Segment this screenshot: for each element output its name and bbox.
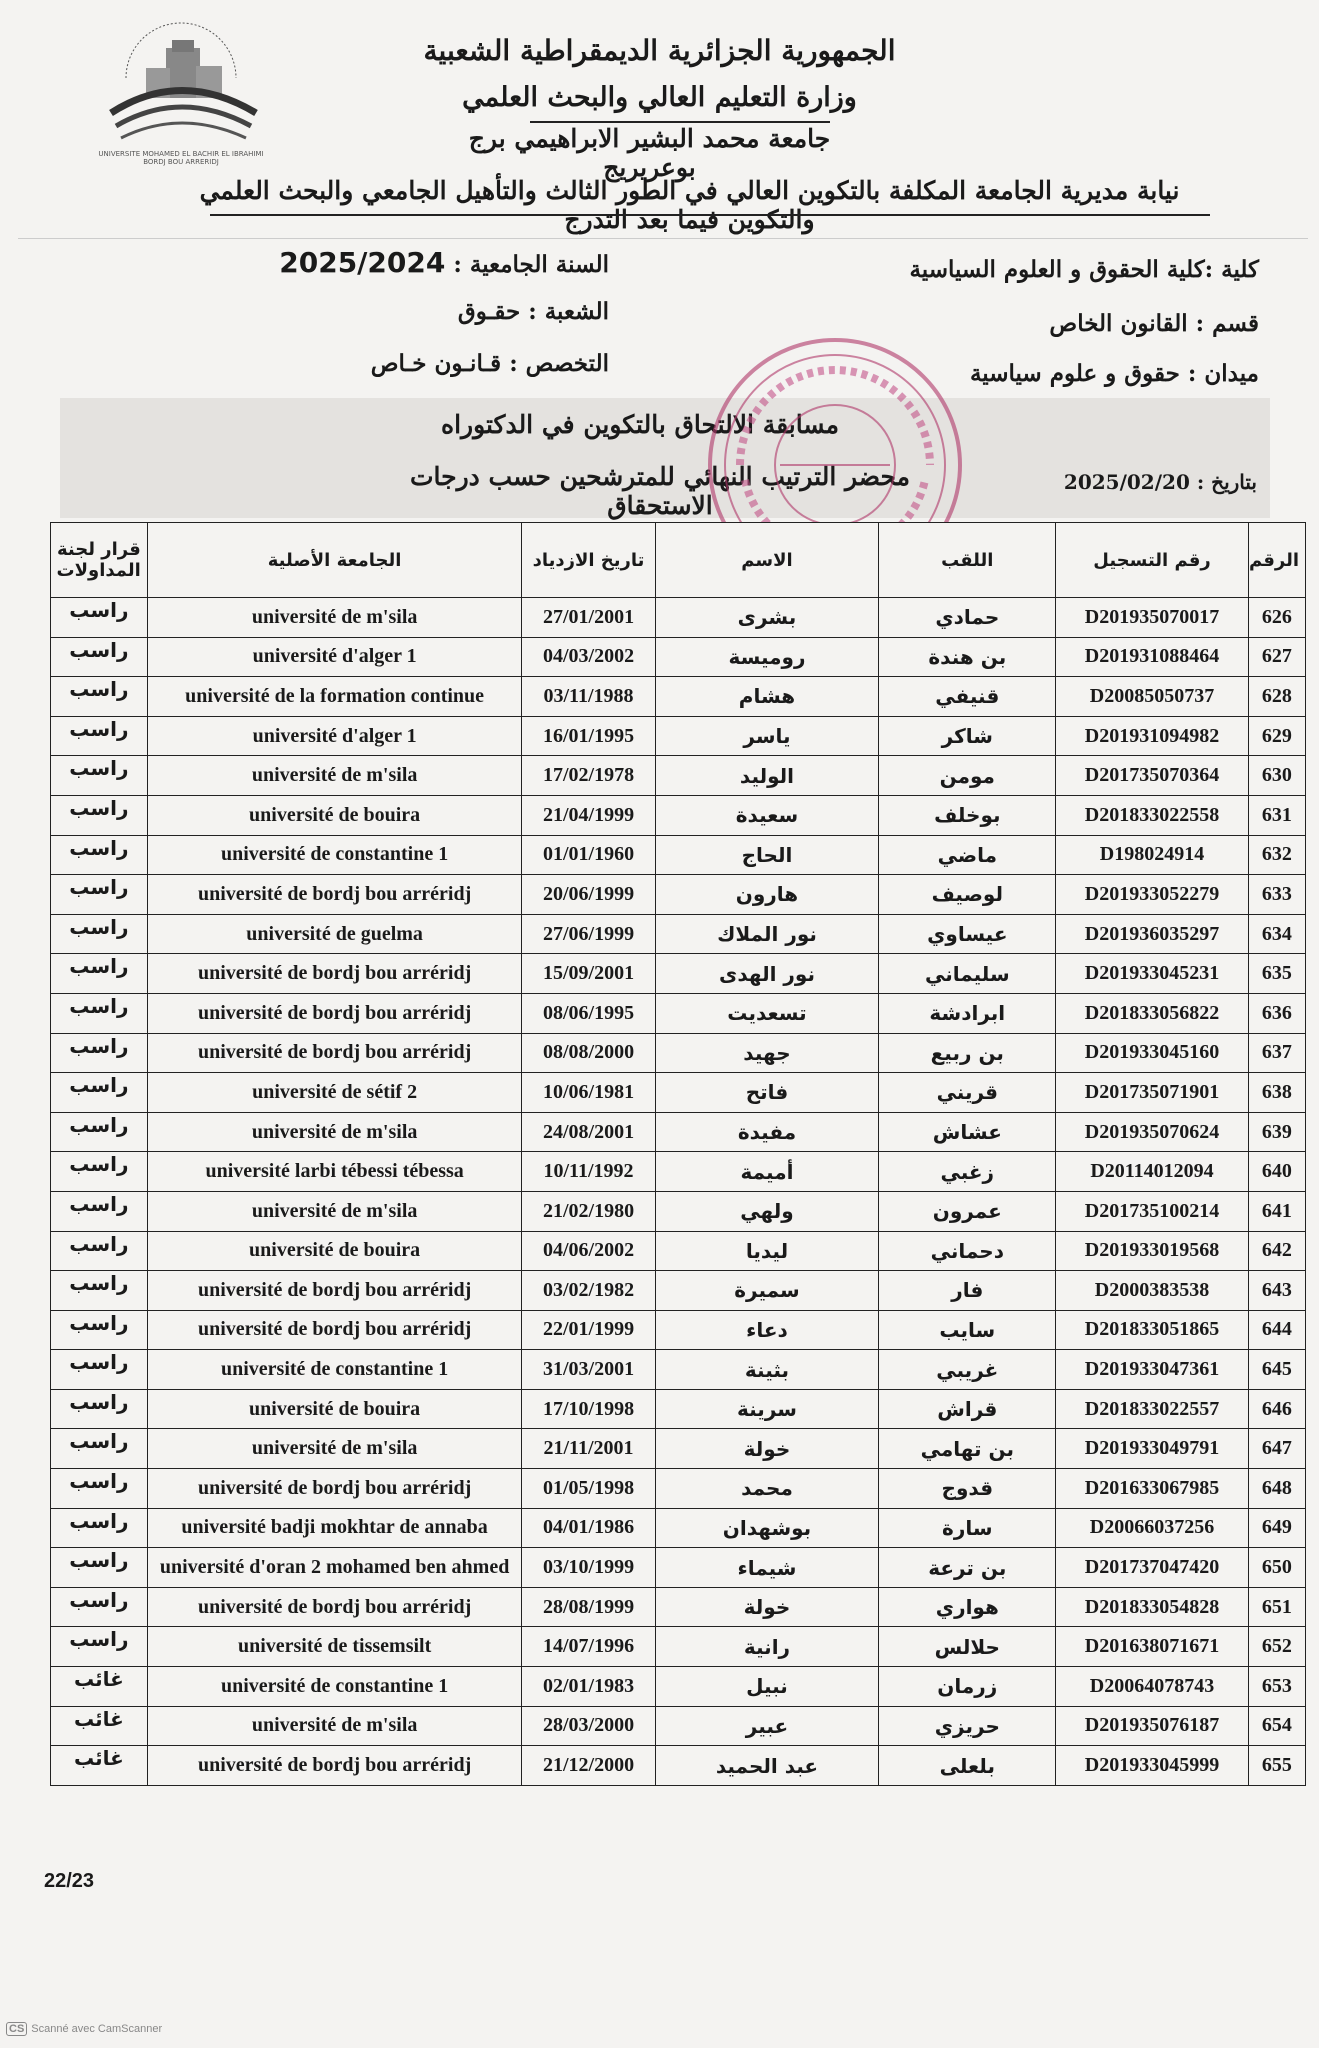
- table-row: [51, 1152, 1306, 1192]
- cell-num: 632: [1248, 835, 1305, 875]
- table-row: [51, 677, 1306, 717]
- cell-university: université de bordj bou arréridj: [147, 1033, 522, 1073]
- cell-first-name: بوشهدان: [655, 1508, 879, 1548]
- cell-first-name: شيماء: [655, 1548, 879, 1588]
- cell-last-name: بلعلى: [879, 1746, 1056, 1786]
- cell-last-name: مومن: [879, 756, 1056, 796]
- cell-last-name: زغبي: [879, 1152, 1056, 1192]
- cell-birth-date: 21/04/1999: [522, 795, 655, 835]
- header-birth-date: تاريخ الازدياد: [522, 523, 655, 598]
- cell-registration: D201833022558: [1056, 795, 1249, 835]
- cell-university: université de la formation continue: [147, 677, 522, 717]
- cell-university: université de sétif 2: [147, 1073, 522, 1113]
- document-date: بتاريخ : 2025/02/20: [1063, 470, 1257, 494]
- cell-first-name: رانية: [655, 1627, 879, 1667]
- cell-registration: D201737047420: [1056, 1548, 1249, 1588]
- cell-decision: راسب: [51, 1271, 148, 1311]
- cell-first-name: سعيدة: [655, 795, 879, 835]
- academic-year: [279, 246, 609, 279]
- cell-birth-date: 14/07/1996: [522, 1627, 655, 1667]
- cell-last-name: بن ترعة: [879, 1548, 1056, 1588]
- cell-decision: راسب: [51, 795, 148, 835]
- cell-birth-date: 10/11/1992: [522, 1152, 655, 1192]
- cell-registration: D198024914: [1056, 835, 1249, 875]
- table-row: [51, 1746, 1306, 1786]
- results-table: [50, 522, 1306, 1786]
- table-row: [51, 954, 1306, 994]
- cell-university: université de m'sila: [147, 1191, 522, 1231]
- table-row: [51, 1508, 1306, 1548]
- cell-first-name: فاتح: [655, 1073, 879, 1113]
- cell-birth-date: 03/10/1999: [522, 1548, 655, 1588]
- cell-last-name: عيساوي: [879, 914, 1056, 954]
- cell-num: 633: [1248, 875, 1305, 915]
- ministry-underline: [530, 121, 830, 123]
- ranking-title: محضر الترتيب النهائي للمترشحين حسب درجات الاستحقاق: [410, 462, 910, 520]
- cell-registration: D201935070624: [1056, 1112, 1249, 1152]
- cell-birth-date: 03/02/1982: [522, 1271, 655, 1311]
- academic-year-label: السنة الجامعية :: [453, 251, 609, 278]
- cell-university: université de bordj bou arréridj: [147, 875, 522, 915]
- cell-num: 639: [1248, 1112, 1305, 1152]
- cell-decision: راسب: [51, 1350, 148, 1390]
- cell-decision: غائب: [51, 1706, 148, 1746]
- cell-registration: D201935076187: [1056, 1706, 1249, 1746]
- cell-decision: راسب: [51, 677, 148, 717]
- table-row: [51, 598, 1306, 638]
- cell-first-name: هارون: [655, 875, 879, 915]
- cell-birth-date: 27/06/1999: [522, 914, 655, 954]
- table-row: [51, 795, 1306, 835]
- cell-first-name: روميسة: [655, 637, 879, 677]
- cell-num: 636: [1248, 993, 1305, 1033]
- table-row: [51, 1587, 1306, 1627]
- cell-first-name: خولة: [655, 1429, 879, 1469]
- cell-decision: راسب: [51, 1548, 148, 1588]
- scanner-watermark: [6, 2022, 162, 2036]
- cell-num: 631: [1248, 795, 1305, 835]
- header-registration: رقم التسجيل: [1056, 523, 1249, 598]
- cell-university: université de bordj bou arréridj: [147, 1746, 522, 1786]
- cell-first-name: عبد الحميد: [655, 1746, 879, 1786]
- cell-birth-date: 08/06/1995: [522, 993, 655, 1033]
- cell-first-name: سرينة: [655, 1389, 879, 1429]
- cell-decision: راسب: [51, 1429, 148, 1469]
- cell-num: 626: [1248, 598, 1305, 638]
- cell-num: 630: [1248, 756, 1305, 796]
- cell-decision: راسب: [51, 1508, 148, 1548]
- cell-registration: D201833054828: [1056, 1587, 1249, 1627]
- cell-decision: راسب: [51, 1033, 148, 1073]
- cell-last-name: زرمان: [879, 1667, 1056, 1707]
- cell-first-name: الحاج: [655, 835, 879, 875]
- cell-birth-date: 28/08/1999: [522, 1587, 655, 1627]
- cell-registration: D201735071901: [1056, 1073, 1249, 1113]
- cell-decision: راسب: [51, 756, 148, 796]
- cell-last-name: سليماني: [879, 954, 1056, 994]
- table-row: [51, 637, 1306, 677]
- cell-birth-date: 24/08/2001: [522, 1112, 655, 1152]
- cell-registration: D201638071671: [1056, 1627, 1249, 1667]
- cell-decision: راسب: [51, 914, 148, 954]
- cell-university: université de m'sila: [147, 756, 522, 796]
- cell-last-name: سايب: [879, 1310, 1056, 1350]
- cell-registration: D201633067985: [1056, 1469, 1249, 1509]
- cell-registration: D20066037256: [1056, 1508, 1249, 1548]
- cell-num: 628: [1248, 677, 1305, 717]
- branch-label: الشعبة : حقـوق: [457, 298, 609, 325]
- cell-birth-date: 01/01/1960: [522, 835, 655, 875]
- cell-num: 653: [1248, 1667, 1305, 1707]
- cell-first-name: جهيد: [655, 1033, 879, 1073]
- cell-registration: D201833022557: [1056, 1389, 1249, 1429]
- cell-last-name: قريني: [879, 1073, 1056, 1113]
- cell-birth-date: 01/05/1998: [522, 1469, 655, 1509]
- cell-university: université de bouira: [147, 1389, 522, 1429]
- cell-decision: راسب: [51, 1073, 148, 1113]
- field-label: ميدان : حقوق و علوم سياسية: [969, 360, 1259, 387]
- cell-num: 644: [1248, 1310, 1305, 1350]
- logo-caption: UNIVERSITE MOHAMED EL BACHIR EL IBRAHIMI BORDJ BOU ARRERIDJ: [98, 150, 264, 166]
- table-row: [51, 1469, 1306, 1509]
- cell-registration: D201735070364: [1056, 756, 1249, 796]
- cell-university: université de m'sila: [147, 598, 522, 638]
- cell-decision: راسب: [51, 1310, 148, 1350]
- cell-registration: D201933045160: [1056, 1033, 1249, 1073]
- cell-num: 647: [1248, 1429, 1305, 1469]
- table-row: [51, 1033, 1306, 1073]
- cell-birth-date: 17/10/1998: [522, 1389, 655, 1429]
- cell-birth-date: 21/12/2000: [522, 1746, 655, 1786]
- cell-num: 634: [1248, 914, 1305, 954]
- cell-university: université de bordj bou arréridj: [147, 1310, 522, 1350]
- cell-university: université d'alger 1: [147, 637, 522, 677]
- table-row: [51, 1627, 1306, 1667]
- table-row: [51, 1706, 1306, 1746]
- directorate-underline: [210, 214, 1210, 216]
- cell-first-name: ولهي: [655, 1191, 879, 1231]
- cell-birth-date: 04/01/1986: [522, 1508, 655, 1548]
- republic-heading: الجمهورية الجزائرية الديمقراطية الشعبية: [423, 34, 896, 67]
- cell-last-name: بوخلف: [879, 795, 1056, 835]
- cell-birth-date: 03/11/1988: [522, 677, 655, 717]
- cell-first-name: خولة: [655, 1587, 879, 1627]
- table-row: [51, 1231, 1306, 1271]
- table-row: [51, 1271, 1306, 1311]
- cell-birth-date: 04/03/2002: [522, 637, 655, 677]
- cell-registration: D201933049791: [1056, 1429, 1249, 1469]
- cell-last-name: قراش: [879, 1389, 1056, 1429]
- cell-num: 652: [1248, 1627, 1305, 1667]
- cell-num: 645: [1248, 1350, 1305, 1390]
- table-row: [51, 1389, 1306, 1429]
- cell-last-name: غريبي: [879, 1350, 1056, 1390]
- cell-num: 646: [1248, 1389, 1305, 1429]
- cell-registration: D201933019568: [1056, 1231, 1249, 1271]
- cell-last-name: عشاش: [879, 1112, 1056, 1152]
- cell-first-name: عبير: [655, 1706, 879, 1746]
- cell-last-name: بن تهامي: [879, 1429, 1056, 1469]
- cell-last-name: بن هندة: [879, 637, 1056, 677]
- cell-last-name: حمادي: [879, 598, 1056, 638]
- cell-decision: راسب: [51, 598, 148, 638]
- table-header-row: [51, 523, 1306, 598]
- cell-university: université de constantine 1: [147, 835, 522, 875]
- cell-university: université de tissemsilt: [147, 1627, 522, 1667]
- cell-last-name: هواري: [879, 1587, 1056, 1627]
- table-row: [51, 914, 1306, 954]
- cell-university: université d'alger 1: [147, 716, 522, 756]
- cell-registration: D2000383538: [1056, 1271, 1249, 1311]
- cell-last-name: شاكر: [879, 716, 1056, 756]
- competition-title: مسابقة الالتحاق بالتكوين في الدكتوراه: [440, 410, 840, 439]
- cell-num: 643: [1248, 1271, 1305, 1311]
- table-row: [51, 875, 1306, 915]
- cell-num: 635: [1248, 954, 1305, 994]
- header-university: الجامعة الأصلية: [147, 523, 522, 598]
- header-last-name: اللقب: [879, 523, 1056, 598]
- table-row: [51, 1667, 1306, 1707]
- cell-birth-date: 28/03/2000: [522, 1706, 655, 1746]
- cell-last-name: قنيفي: [879, 677, 1056, 717]
- cell-last-name: ابرادشة: [879, 993, 1056, 1033]
- cell-birth-date: 02/01/1983: [522, 1667, 655, 1707]
- cell-university: université de m'sila: [147, 1112, 522, 1152]
- cell-last-name: حلالس: [879, 1627, 1056, 1667]
- cell-num: 627: [1248, 637, 1305, 677]
- cell-first-name: محمد: [655, 1469, 879, 1509]
- cell-decision: راسب: [51, 1152, 148, 1192]
- cell-decision: غائب: [51, 1667, 148, 1707]
- cell-birth-date: 27/01/2001: [522, 598, 655, 638]
- university-logo: [96, 14, 266, 162]
- cell-last-name: عمرون: [879, 1191, 1056, 1231]
- cell-decision: راسب: [51, 1587, 148, 1627]
- cell-registration: D201935070017: [1056, 598, 1249, 638]
- cell-first-name: أميمة: [655, 1152, 879, 1192]
- cell-university: université de bordj bou arréridj: [147, 954, 522, 994]
- cell-decision: راسب: [51, 1112, 148, 1152]
- cell-registration: D20114012094: [1056, 1152, 1249, 1192]
- cell-last-name: حريزي: [879, 1706, 1056, 1746]
- cell-registration: D201933045231: [1056, 954, 1249, 994]
- cell-registration: D20064078743: [1056, 1667, 1249, 1707]
- cell-first-name: تسعديت: [655, 993, 879, 1033]
- university-heading: جامعة محمد البشير الابراهيمي برج بوعريريج: [468, 124, 831, 182]
- cell-first-name: نور الهدى: [655, 954, 879, 994]
- cell-decision: غائب: [51, 1746, 148, 1786]
- cell-university: université de constantine 1: [147, 1350, 522, 1390]
- cell-registration: D201933047361: [1056, 1350, 1249, 1390]
- cell-university: université de bordj bou arréridj: [147, 993, 522, 1033]
- faculty-label: كلية :كلية الحقوق و العلوم السياسية: [909, 256, 1259, 283]
- cell-num: 629: [1248, 716, 1305, 756]
- cell-birth-date: 17/02/1978: [522, 756, 655, 796]
- table-row: [51, 716, 1306, 756]
- cell-first-name: بثينة: [655, 1350, 879, 1390]
- cell-decision: راسب: [51, 954, 148, 994]
- cell-university: université de bouira: [147, 1231, 522, 1271]
- cell-num: 655: [1248, 1746, 1305, 1786]
- cell-first-name: هشام: [655, 677, 879, 717]
- cell-registration: D201833051865: [1056, 1310, 1249, 1350]
- cell-birth-date: 20/06/1999: [522, 875, 655, 915]
- cell-university: université de m'sila: [147, 1706, 522, 1746]
- cell-registration: D201931094982: [1056, 716, 1249, 756]
- cell-registration: D201933052279: [1056, 875, 1249, 915]
- cell-registration: D201936035297: [1056, 914, 1249, 954]
- table-row: [51, 1350, 1306, 1390]
- cell-decision: راسب: [51, 1191, 148, 1231]
- cell-last-name: سارة: [879, 1508, 1056, 1548]
- cell-decision: راسب: [51, 1627, 148, 1667]
- cell-last-name: بن ربيع: [879, 1033, 1056, 1073]
- cell-university: université d'oran 2 mohamed ben ahmed: [147, 1548, 522, 1588]
- cell-birth-date: 04/06/2002: [522, 1231, 655, 1271]
- cell-first-name: ياسر: [655, 716, 879, 756]
- cell-decision: راسب: [51, 637, 148, 677]
- page-number: 22/23: [44, 1870, 95, 1892]
- cell-registration: D201735100214: [1056, 1191, 1249, 1231]
- cell-birth-date: 08/08/2000: [522, 1033, 655, 1073]
- cell-decision: راسب: [51, 875, 148, 915]
- cell-registration: D201833056822: [1056, 993, 1249, 1033]
- cell-university: université de constantine 1: [147, 1667, 522, 1707]
- header-divider: [18, 238, 1308, 239]
- table-row: [51, 1112, 1306, 1152]
- cell-num: 640: [1248, 1152, 1305, 1192]
- cell-birth-date: 22/01/1999: [522, 1310, 655, 1350]
- header-first-name: الاسم: [655, 523, 879, 598]
- cell-university: université badji mokhtar de annaba: [147, 1508, 522, 1548]
- cell-num: 650: [1248, 1548, 1305, 1588]
- cell-first-name: الوليد: [655, 756, 879, 796]
- table-row: [51, 1548, 1306, 1588]
- cell-registration: D201933045999: [1056, 1746, 1249, 1786]
- cell-first-name: مفيدة: [655, 1112, 879, 1152]
- cell-birth-date: 10/06/1981: [522, 1073, 655, 1113]
- cell-first-name: نور الملاك: [655, 914, 879, 954]
- ministry-heading: وزارة التعليم العالي والبحث العلمي: [462, 82, 857, 113]
- cell-registration: D201931088464: [1056, 637, 1249, 677]
- table-row: [51, 993, 1306, 1033]
- cell-last-name: دحماني: [879, 1231, 1056, 1271]
- cell-last-name: فار: [879, 1271, 1056, 1311]
- scanner-text: Scanné avec CamScanner: [31, 2023, 163, 2035]
- cell-num: 641: [1248, 1191, 1305, 1231]
- cell-university: université de m'sila: [147, 1429, 522, 1469]
- cell-decision: راسب: [51, 835, 148, 875]
- cell-university: université de guelma: [147, 914, 522, 954]
- cell-num: 642: [1248, 1231, 1305, 1271]
- cell-decision: راسب: [51, 993, 148, 1033]
- cell-num: 651: [1248, 1587, 1305, 1627]
- cell-first-name: دعاء: [655, 1310, 879, 1350]
- academic-year-value: 2025/2024: [279, 246, 446, 279]
- cell-last-name: ماضي: [879, 835, 1056, 875]
- cell-registration: D20085050737: [1056, 677, 1249, 717]
- cell-num: 649: [1248, 1508, 1305, 1548]
- cell-first-name: نبيل: [655, 1667, 879, 1707]
- directorate-heading: نيابة مديرية الجامعة المكلفة بالتكوين العالي في الطور الثالث والتأهيل الجامعي والبحث العلمي والتكوين فيما بعد التدرج: [199, 176, 1180, 234]
- cell-decision: راسب: [51, 1231, 148, 1271]
- cell-num: 637: [1248, 1033, 1305, 1073]
- table-row: [51, 1191, 1306, 1231]
- header-decision: قرار لجنة المداولات: [51, 523, 148, 598]
- cell-num: 638: [1248, 1073, 1305, 1113]
- camscanner-icon: CS: [6, 2022, 27, 2036]
- cell-last-name: قدوج: [879, 1469, 1056, 1509]
- table-row: [51, 756, 1306, 796]
- cell-num: 648: [1248, 1469, 1305, 1509]
- header-num: الرقم: [1248, 523, 1305, 598]
- table-row: [51, 1310, 1306, 1350]
- department-label: قسم : القانون الخاص: [1049, 310, 1259, 337]
- cell-decision: راسب: [51, 1389, 148, 1429]
- cell-university: université de bouira: [147, 795, 522, 835]
- cell-first-name: بشرى: [655, 598, 879, 638]
- cell-first-name: ليديا: [655, 1231, 879, 1271]
- cell-birth-date: 21/02/1980: [522, 1191, 655, 1231]
- cell-university: université de bordj bou arréridj: [147, 1271, 522, 1311]
- cell-decision: راسب: [51, 1469, 148, 1509]
- cell-university: université de bordj bou arréridj: [147, 1587, 522, 1627]
- table-row: [51, 835, 1306, 875]
- cell-university: université de bordj bou arréridj: [147, 1469, 522, 1509]
- table-row: [51, 1073, 1306, 1113]
- cell-birth-date: 31/03/2001: [522, 1350, 655, 1390]
- table-row: [51, 1429, 1306, 1469]
- cell-decision: راسب: [51, 716, 148, 756]
- cell-birth-date: 21/11/2001: [522, 1429, 655, 1469]
- cell-last-name: لوصيف: [879, 875, 1056, 915]
- cell-university: université larbi tébessi tébessa: [147, 1152, 522, 1192]
- specialty-label: التخصص : قـانـون خـاص: [370, 350, 609, 377]
- cell-birth-date: 15/09/2001: [522, 954, 655, 994]
- cell-first-name: سميرة: [655, 1271, 879, 1311]
- cell-num: 654: [1248, 1706, 1305, 1746]
- cell-birth-date: 16/01/1995: [522, 716, 655, 756]
